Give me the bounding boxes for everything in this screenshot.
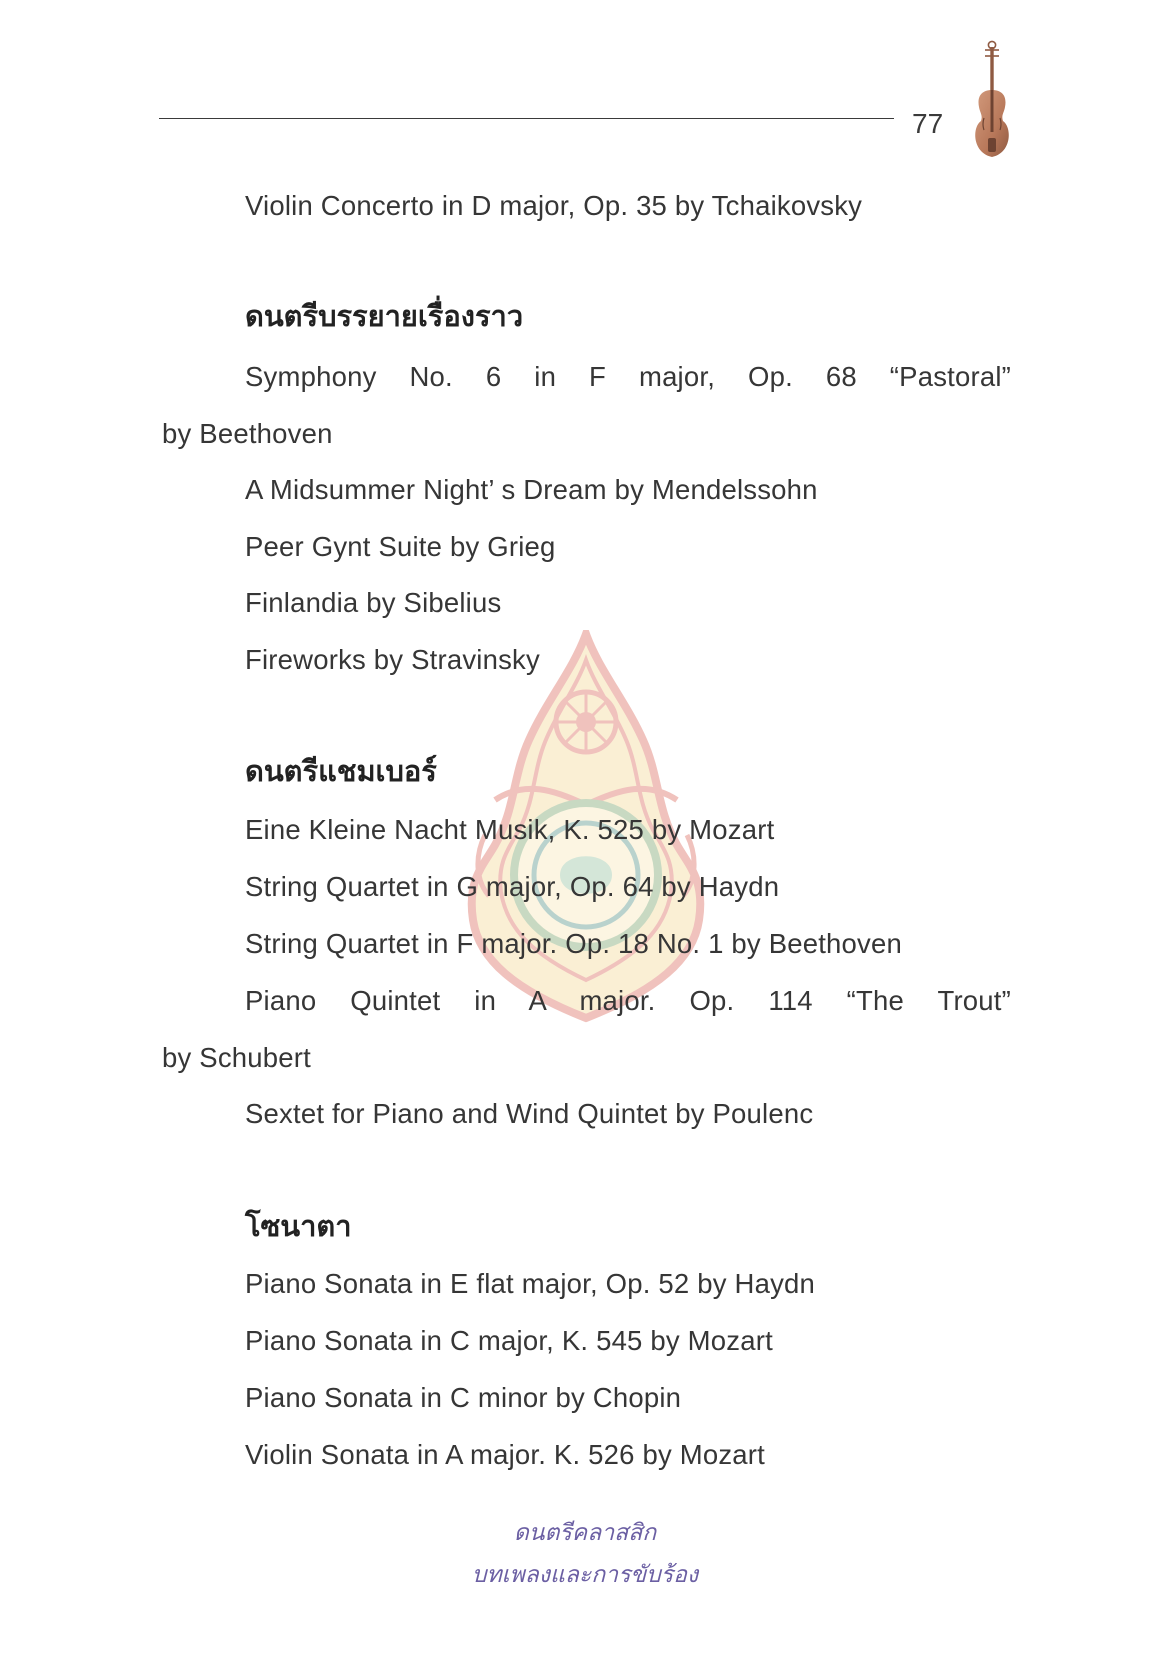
list-item-continuation: by Beethoven xyxy=(162,418,333,449)
list-item: Violin Sonata in A major. K. 526 by Mozart xyxy=(245,1439,765,1470)
list-item-continuation: by Schubert xyxy=(162,1042,311,1073)
list-item: Symphony No. 6 in F major, Op. 68 “Pastoral” xyxy=(245,361,1011,392)
section-heading: ดนตรีแชมเบอร์ xyxy=(245,756,437,788)
section-heading: ดนตรีบรรยายเรื่องราว xyxy=(245,301,524,333)
footer-book-title: ดนตรีคลาสสิก xyxy=(513,1519,657,1545)
list-item: String Quartet in G major, Op. 64 by Haydn xyxy=(245,871,780,902)
list-item: A Midsummer Night’ s Dream by Mendelssohn xyxy=(245,474,818,505)
list-item: Peer Gynt Suite by Grieg xyxy=(245,531,556,562)
footer-book-subtitle: บทเพลงและการขับร้อง xyxy=(471,1561,699,1587)
list-item: Piano Sonata in E flat major, Op. 52 by Haydn xyxy=(245,1268,816,1299)
list-item: String Quartet in F major. Op. 18 No. 1 by Beethoven xyxy=(245,928,902,959)
list-item: Eine Kleine Nacht Musik, K. 525 by Mozart xyxy=(245,814,775,845)
list-item: Fireworks by Stravinsky xyxy=(245,644,540,675)
section-heading: โซนาตา xyxy=(245,1211,352,1243)
violin-icon xyxy=(966,38,1018,162)
list-item: Piano Sonata in C major, K. 545 by Mozart xyxy=(245,1325,773,1356)
list-item: Violin Concerto in D major, Op. 35 by Tchaikovsky xyxy=(245,190,863,221)
list-item: Piano Quintet in A major. Op. 114 “The Trout” xyxy=(245,985,1011,1016)
list-item: Finlandia by Sibelius xyxy=(245,587,502,618)
page-number: 77 xyxy=(912,108,944,139)
list-item: Piano Sonata in C minor by Chopin xyxy=(245,1382,682,1413)
list-item: Sextet for Piano and Wind Quintet by Poulenc xyxy=(245,1098,814,1129)
header-rule xyxy=(159,118,894,119)
